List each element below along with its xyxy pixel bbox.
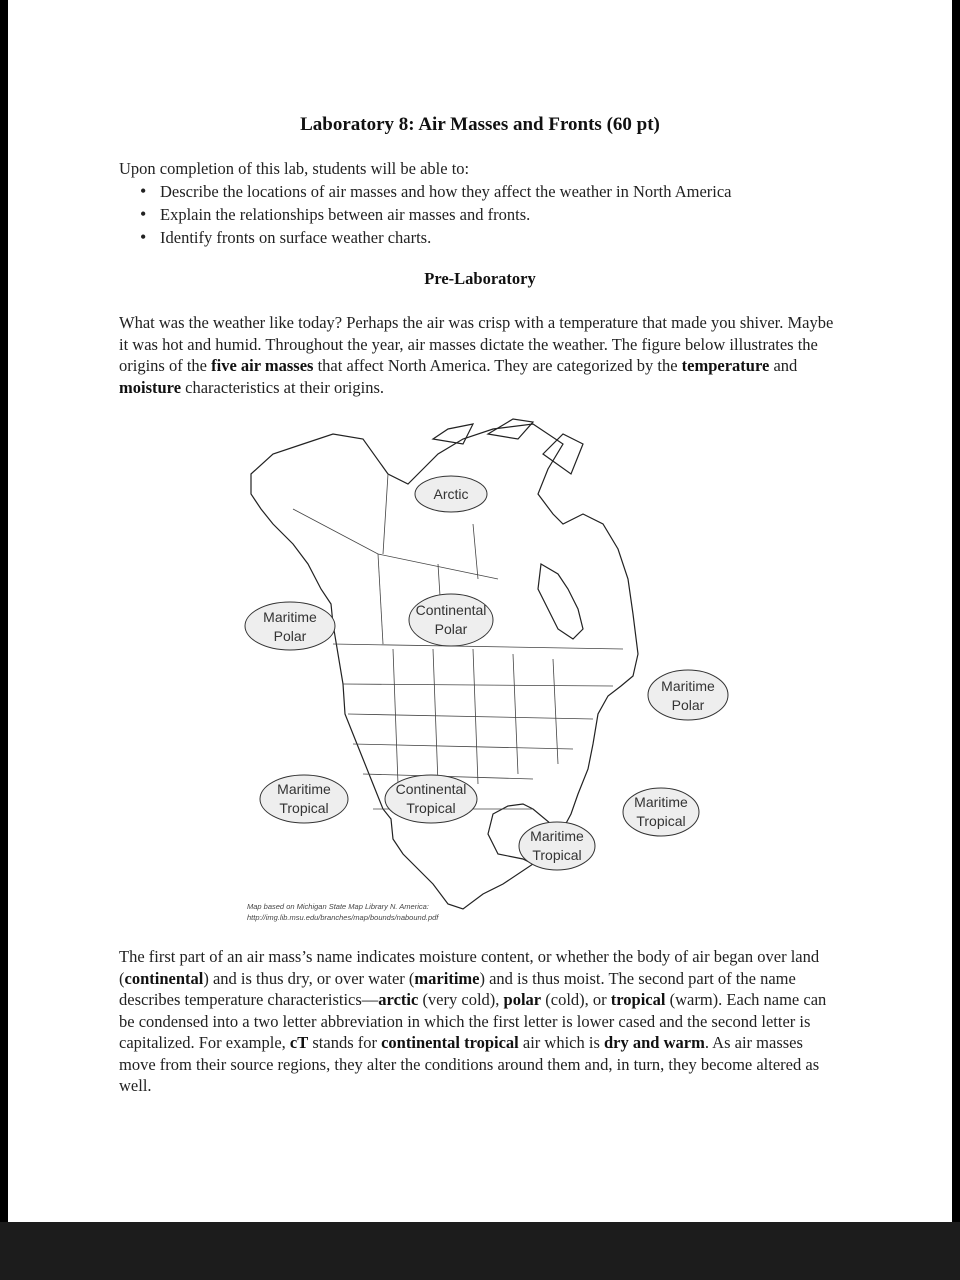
svg-text:Tropical: Tropical — [532, 847, 582, 863]
page-title: Laboratory 8: Air Masses and Fronts (60 pt) — [300, 114, 660, 135]
svg-text:Map based on Michigan State Ma: Map based on Michigan State Map Library N. America: — [247, 902, 429, 911]
svg-text:Tropical: Tropical — [279, 800, 329, 816]
bold-term: continental tropical — [381, 1033, 519, 1052]
bold-term: tropical — [610, 990, 666, 1009]
svg-text:Tropical: Tropical — [636, 813, 686, 829]
svg-text:Maritime: Maritime — [263, 609, 317, 625]
air-mass-continental-polar — [409, 594, 493, 646]
list-item: • Identify fronts on surface weather charts. — [136, 226, 732, 249]
svg-text:Polar: Polar — [273, 628, 307, 644]
svg-text:Polar: Polar — [434, 621, 468, 637]
document-page — [8, 0, 952, 1222]
bold-term: polar — [503, 990, 542, 1009]
prelab-paragraph: What was the weather like today? Perhaps the air was crisp with a temperature that made you shiver. Maybe it was hot and humid. Throughout the year, air masses dictate the weather. The figure below illustrates the origins of the five air masses that affect North America. They are categorized by the temperature and moisture characteristics at their origins. — [119, 313, 834, 397]
air-mass-maritime-tropical-gulf — [519, 822, 595, 870]
air-mass-continental-tropical — [385, 775, 477, 823]
svg-text:Arctic: Arctic — [433, 486, 469, 502]
bottom-bar — [0, 1222, 960, 1280]
map-credit — [247, 902, 439, 922]
svg-text:http://img.lib.msu.edu/branche: http://img.lib.msu.edu/branches/map/bounds/nabound.pdf — [247, 913, 439, 922]
bold-term: five air masses — [211, 356, 314, 375]
north-america-air-mass-map — [233, 414, 715, 929]
air-mass-maritime-polar-west — [245, 602, 335, 650]
svg-text:Tropical: Tropical — [406, 800, 456, 816]
bold-term: continental — [124, 968, 204, 988]
air-mass-maritime-polar-east — [648, 670, 728, 720]
air-mass-arctic — [415, 476, 487, 512]
bold-term: temperature — [681, 356, 770, 375]
list-item: • Describe the locations of air masses and how they affect the weather in North America — [136, 180, 732, 203]
bold-term: dry and warm — [604, 1033, 705, 1052]
svg-text:Polar: Polar — [671, 697, 705, 713]
bold-term: cT — [289, 1033, 309, 1052]
list-item: • Explain the relationships between air masses and fronts. — [136, 203, 732, 226]
svg-text:Maritime: Maritime — [530, 828, 584, 844]
air-mass-maritime-tropical-atlantic — [623, 788, 699, 836]
air-mass-names-paragraph: The first part of an air mass’s name indicates moisture content, or whether the body of air began over land (continental) and is thus dry, or over water (maritime) and is thus moist. The second part of the name describes temperature characteristics—arctic (very cold), polar (cold), or tropical (warm). Each name can be condensed into a two letter abbreviation in which the first letter is lower cased and the second letter is capitalized. For example, cT stands for continental tropical air which is dry and warm. As air masses move from their source regions, they alter the conditions around them and, in turn, they become altered as well. — [119, 947, 827, 1095]
bold-term: maritime — [414, 968, 480, 988]
intro-text: Upon completion of this lab, students will be able to: — [119, 159, 470, 178]
bold-term: arctic — [378, 990, 419, 1009]
svg-text:Continental: Continental — [415, 602, 487, 618]
objectives-list — [136, 180, 732, 249]
air-mass-maritime-tropical-pacific — [260, 775, 348, 823]
svg-text:Maritime: Maritime — [277, 781, 331, 797]
svg-text:Continental: Continental — [395, 781, 467, 797]
svg-text:Maritime: Maritime — [634, 794, 688, 810]
section-heading: Pre-Laboratory — [424, 269, 536, 288]
bold-term: moisture — [119, 377, 182, 397]
svg-text:Maritime: Maritime — [661, 678, 715, 694]
